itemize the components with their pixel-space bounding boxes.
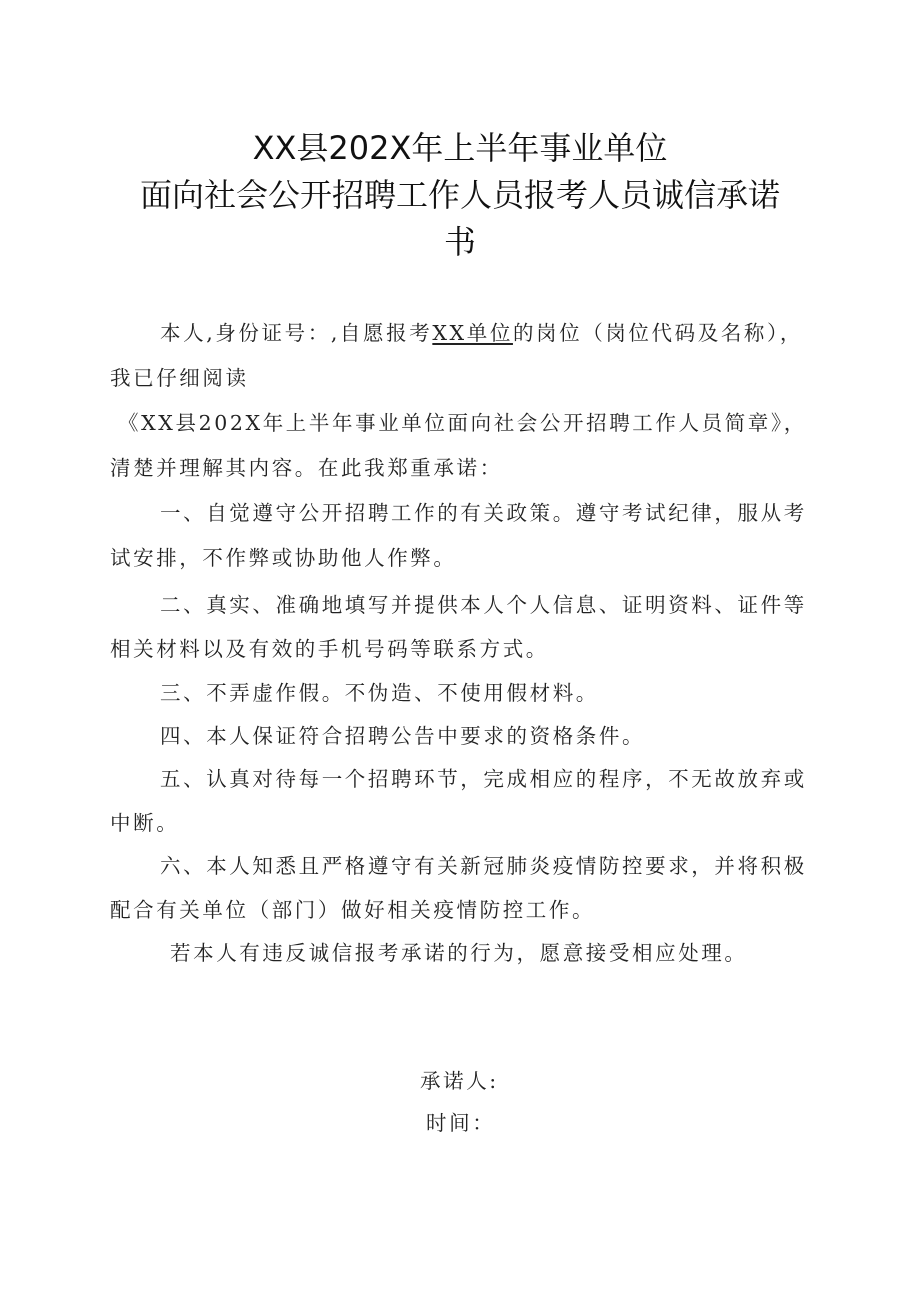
item-4-line-1: 四、本人保证符合招聘公告中要求的资格条件。 [160,724,646,748]
item-6-line-1: 六、本人知悉且严格遵守有关新冠肺炎疫情防控要求，并将积极 [160,854,807,878]
item-2-line-1: 二、真实、准确地填写并提供本人个人信息、证明资料、证件等 [160,593,807,617]
item-2-line-2: 相关材料以及有效的手机号码等联系方式。 [110,637,549,661]
title-line-2: 面向社会公开招聘工作人员报考人员诚信承诺 [139,176,780,214]
title-line-3: 书 [443,223,476,261]
item-1-line-1: 一、自觉遵守公开招聘工作的有关政策。遵守考试纪律，服从考 [160,501,807,525]
intro-line-3: 《XX县202X年上半年事业单位面向社会公开招聘工作人员简章》， [118,411,807,435]
date-label: 时间： [426,1111,496,1135]
unit-name-underlined: XX单位 [432,321,513,345]
intro-line-4: 清楚并理解其内容。在此我郑重承诺： [110,456,503,480]
item-5-line-1: 五、认真对待每一个招聘环节，完成相应的程序，不无故放弃或 [160,767,807,791]
intro-line-1 [160,318,870,348]
item-1-line-2: 试安排，不作弊或协助他人作弊。 [110,546,457,570]
item-6-line-2: 配合有关单位（部门）做好相关疫情防控工作。 [110,898,596,922]
intro-line-2: 我已仔细阅读 [110,366,249,390]
closing-statement: 若本人有违反诚信报考承诺的行为，愿意接受相应处理。 [170,941,748,965]
intro-text-before: 本人,身份证号：,自愿报考 [160,321,433,345]
intro-text-after: 的岗位（岗位代码及名称）， [512,321,803,345]
item-3-line-1: 三、不弄虚作假。不伪造、不使用假材料。 [160,681,599,705]
promisor-label: 承诺人: [420,1069,499,1093]
item-5-line-2: 中断。 [110,811,180,835]
title-line-1: XX县202X年上半年事业单位 [252,129,668,167]
